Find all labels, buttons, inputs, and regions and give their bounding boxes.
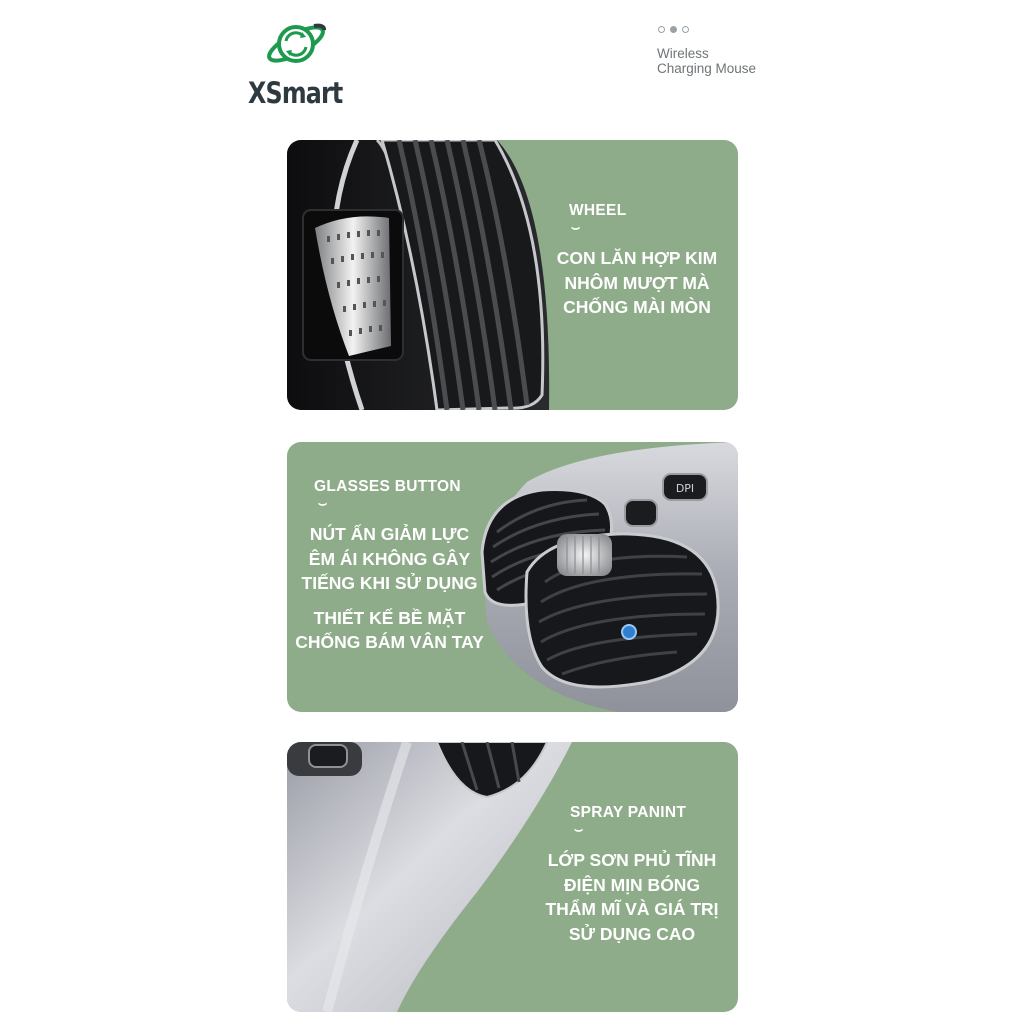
description-line: NHÔM MƯỢT MÀ <box>564 272 710 293</box>
sensor-icon <box>622 625 636 639</box>
tagline-line: Wireless <box>657 46 709 61</box>
description-line: TIẾNG KHI SỬ DỤNG <box>301 573 478 593</box>
feature-description <box>532 848 732 946</box>
button-icon <box>309 745 347 767</box>
description-line: LỚP SƠN PHỦ TĨNH <box>547 850 717 870</box>
description-line: SỬ DỤNG CAO <box>568 923 696 944</box>
feature-title: SPRAY PANINT <box>570 804 687 821</box>
left-button-icon <box>625 500 657 526</box>
feature-caption <box>287 478 492 655</box>
feature-description <box>287 522 492 596</box>
feature-description <box>537 246 737 320</box>
brand-logo <box>248 20 348 112</box>
description-line: CON LĂN HỢP KIM <box>556 248 718 268</box>
title-separator: ⌣ <box>574 821 584 837</box>
brand-name: XSmart <box>248 76 343 110</box>
title-separator: ⌣ <box>571 219 581 235</box>
tagline-line: Charging Mouse <box>657 61 757 76</box>
description-line: CHỐNG BÁM VÂN TAY <box>295 632 484 652</box>
feature-panel-spray-paint <box>287 742 738 1012</box>
feature-panel-wheel <box>287 140 738 410</box>
feature-description-secondary <box>287 606 492 655</box>
feature-caption <box>532 804 732 946</box>
feature-caption <box>537 202 737 320</box>
description-line: NÚT ẤN GIẢM LỰC <box>309 524 470 544</box>
description-line: THIẾT KẾ BỀ MẶT <box>313 607 466 628</box>
description-line: ÊM ÁI KHÔNG GÂY <box>308 548 471 569</box>
description-line: CHỐNG MÀI MÒN <box>563 297 711 317</box>
carousel-dots <box>658 26 689 33</box>
product-tagline <box>657 46 756 76</box>
title-separator: ⌣ <box>318 495 328 511</box>
dpi-label: DPI <box>675 482 695 495</box>
carousel-dot-active[interactable] <box>670 26 677 33</box>
description-line: THẨM MĨ VÀ GIÁ TRỊ <box>545 899 719 919</box>
feature-title: GLASSES BUTTON <box>314 478 461 495</box>
carousel-dot[interactable] <box>658 26 665 33</box>
description-line: ĐIỆN MỊN BÓNG <box>563 874 701 895</box>
planet-arrows-icon <box>262 20 332 68</box>
feature-title: WHEEL <box>569 202 627 219</box>
carousel-dot[interactable] <box>682 26 689 33</box>
feature-panel-glasses-button <box>287 442 738 712</box>
